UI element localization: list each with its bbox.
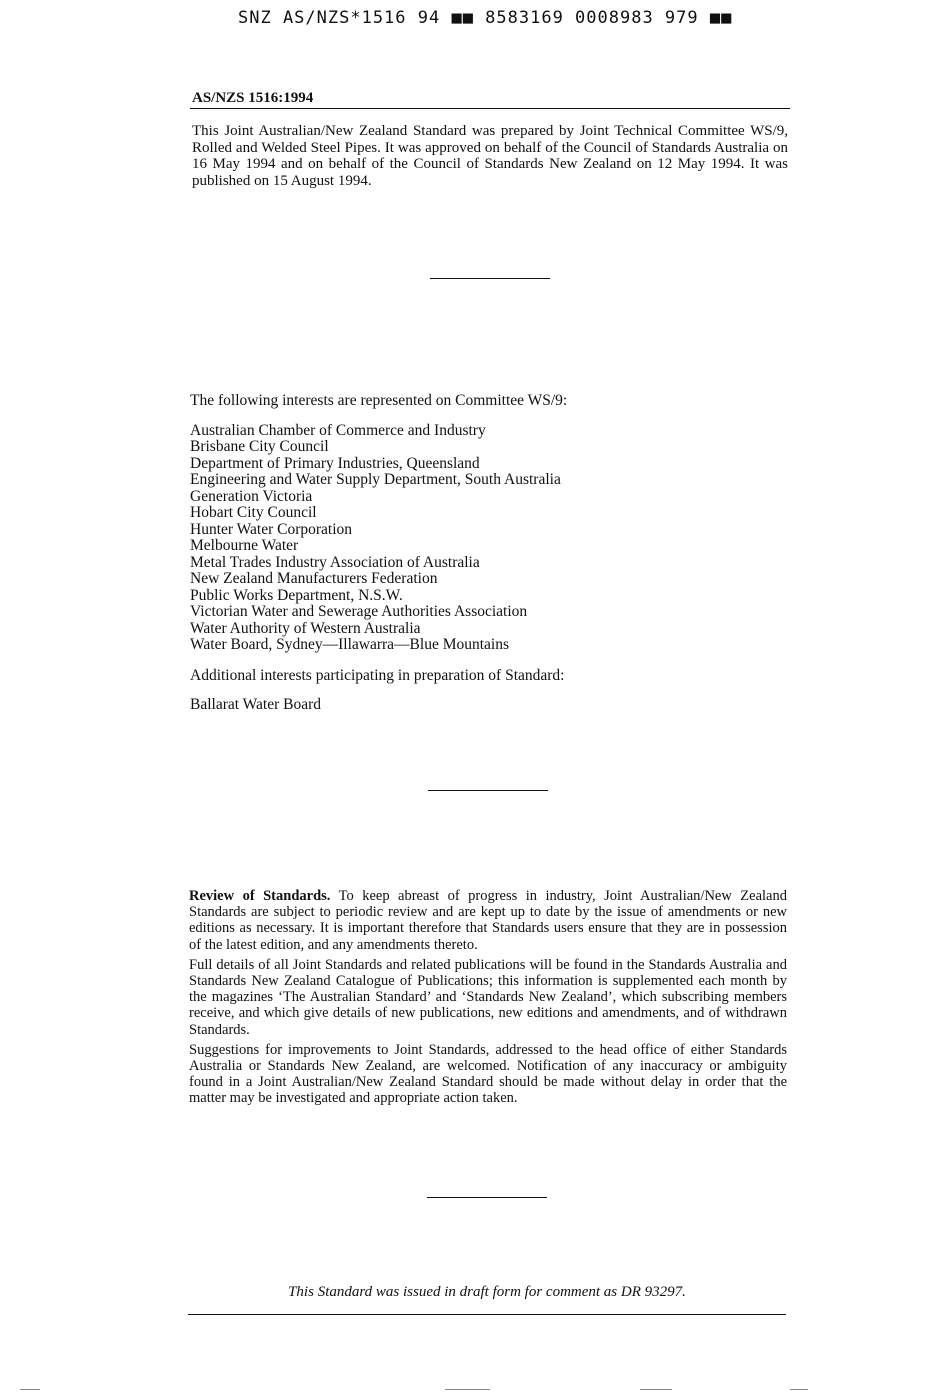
scan-artifact [790,1389,808,1390]
section-divider [427,1197,547,1198]
section-divider [430,278,550,279]
interest-item: Public Works Department, N.S.W. [190,586,403,604]
interest-item: Ballarat Water Board [190,696,322,713]
interest-item: Hunter Water Corporation [190,520,353,538]
standard-number: AS/NZS 1516:1994 [192,90,314,106]
interests-heading: The following interests are represented on Committee WS/9: [190,392,568,409]
review-title: Review of Standards. [189,888,331,904]
section-divider [428,790,548,791]
additional-interests-list [190,697,790,714]
interest-item: Victorian Water and Sewerage Authorities Association [190,603,528,620]
document-header-code: SNZ AS/NZS*1516 94 ■■ 8583169 0008983 979 ■■ [238,8,733,28]
interest-item: Water Board, Sydney—Illawarra—Blue Mountains [190,636,510,653]
interest-item: Generation Victoria [190,487,313,505]
scan-artifact [640,1389,672,1390]
footer-rule [188,1314,786,1315]
interests-list [190,423,790,654]
interest-item: Australian Chamber of Commerce and Industry [190,421,486,439]
interest-item: Department of Primary Industries, Queensland [190,454,480,472]
interest-item: Water Authority of Western Australia [190,619,421,637]
review-paragraph-1-text: To keep abreast of progress in industry, Joint Australian/New Zealand Standards are subject to periodic review and are kept up to date by the issue of amendments or new editions as necessary. It is important therefore that Standards users ensure that they are in possession of the latest edition, and any amendments thereto. [189,888,787,953]
interest-item: Melbourne Water [190,537,299,554]
header-rule [190,108,790,109]
interest-item: Engineering and Water Supply Department, South Australia [190,471,561,488]
review-paragraph-3: Suggestions for improvements to Joint Standards, addressed to the head office of either Standards Australia or Standards New Zealand, are welcomed. Notification of any inaccuracy or ambiguity found in a Joint Australian/New Zealand Standard should be made without delay in order that the matter may be investigated and appropriate action taken. [189,1041,787,1107]
intro-paragraph: This Joint Australian/New Zealand Standard was prepared by Joint Technical Committee WS/9, Rolled and Welded Steel Pipes. It was approved on behalf of the Council of Standards Australia on 16 May 1994 and on behalf of the Council of Standards New Zealand on 12 May 1994. It was published on 15 August 1994. [192,123,788,189]
review-paragraph-1 [189,888,787,953]
scan-artifact [445,1389,490,1390]
interest-item: Metal Trades Industry Association of Australia [190,553,480,571]
scan-artifact [20,1389,40,1390]
interest-item: New Zealand Manufacturers Federation [190,570,438,587]
interests-section [190,393,790,714]
interest-item: Hobart City Council [190,504,317,521]
interest-item: Brisbane City Council [190,438,329,455]
review-section [189,888,787,1111]
additional-interests-heading: Additional interests participating in preparation of Standard: [190,666,565,684]
draft-note: This Standard was issued in draft form for comment as DR 93297. [288,1284,686,1300]
review-paragraph-2: Full details of all Joint Standards and related publications will be found in the Standards Australia and Standards New Zealand Catalogue of Publications; this information is supplemented each month by the magazines ‘The Australian Standard’ and ‘Standards New Zealand’, which subscribing members receive, and which give details of new publications, new editions and amendments, and of withdrawn Standards. [189,956,787,1038]
